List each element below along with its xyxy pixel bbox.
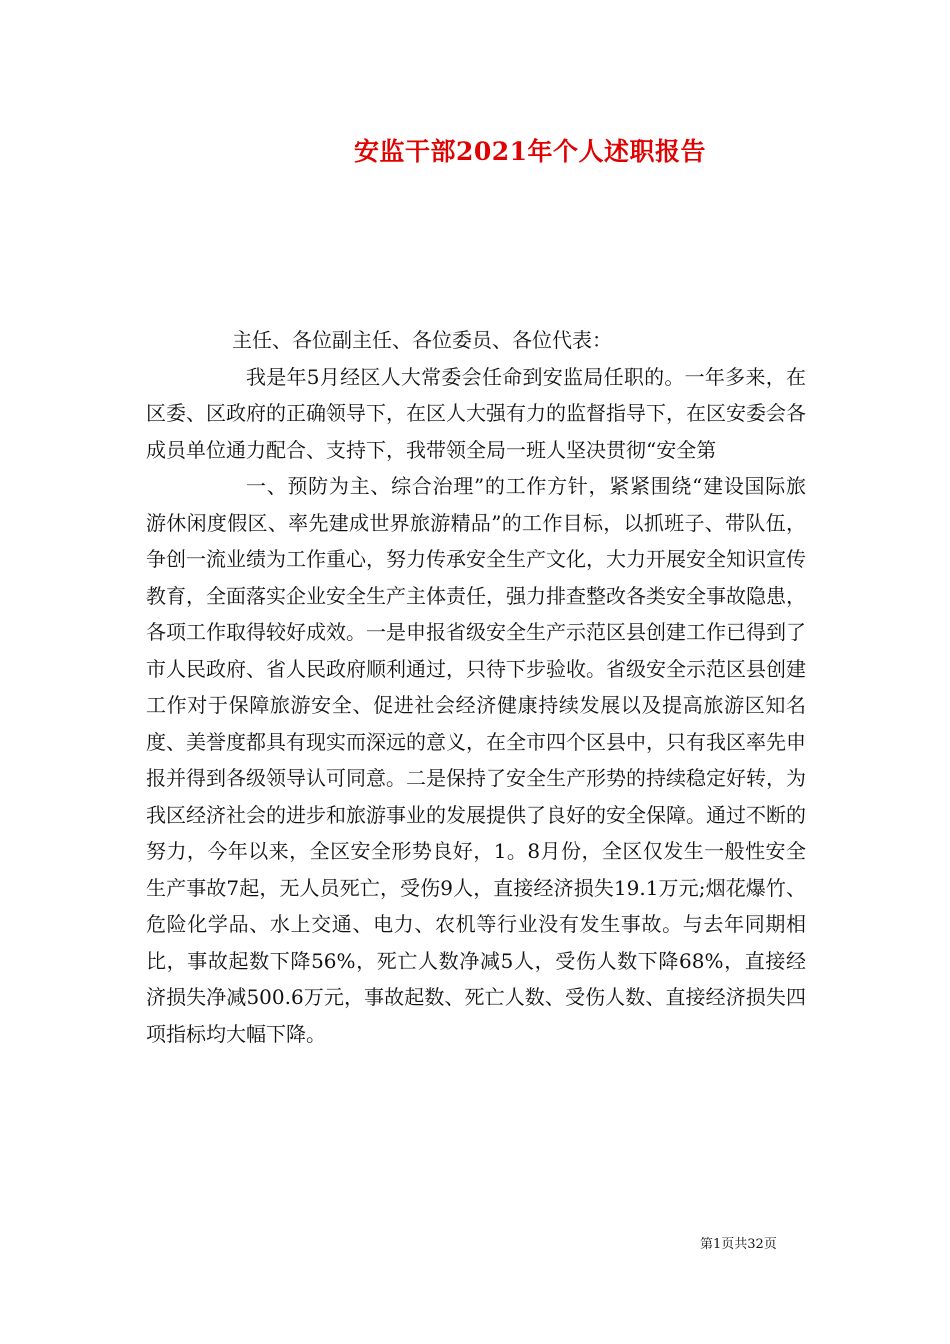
salutation: 主任、各位副主任、各位委员、各位代表： (232, 328, 612, 352)
paragraph-2: 一、预防为主、综合治理”的工作方针，紧紧围绕“建设国际旅游休闲度假区、率先建成世界旅游精品”的工作目标，以抓班子、带队伍，争创一流业绩为工作重心，努力传承安全生产文化，大力开展安全知识宣传教育，全面落实企业安全生产主体责任，强力排查整改各类安全事故隐患，各项工作取得较好成效。一是申报省级安全生产示范区县创建工作已得到了市人民政府、省人民政府顺利通过，只待下步验收。省级安全示范区县创建工作对于保障旅游安全、促进社会经济健康持续发展以及提高旅游区知名度、美誉度都具有现实而深远的意义，在全市四个区县中，只有我区率先申报并得到各级领导认可同意。二是保持了安全生产形势的持续稳定好转，为我区经济社会的进步和旅游事业的发展提供了良好的安全保障。通过不断的努力，今年以来，全区安全形势良好，1。8月份，全区仅发生一般性安全生产事故7起，无人员死亡，受伤9人，直接经济损失19.1万元;烟花爆竹、危险化学品、水上交通、电力、农机等行业没有发生事故。与去年同期相比，事故起数下降56%，死亡人数净减5人，受伤人数下降68%，直接经济损失净减500.6万元，事故起数、死亡人数、受伤人数、直接经济损失四项指标均大幅下降。 (146, 474, 806, 1046)
document-title: 安监干部2021年个人述职报告 (353, 137, 707, 166)
page-number-footer: 第1页共32页 (700, 1237, 777, 1252)
paragraph-1: 我是年5月经区人大常委会任命到安监局任职的。一年多来，在区委、区政府的正确领导下，在区人大强有力的监督指导下，在区安委会各成员单位通力配合、支持下，我带领全局一班人坚决贯彻“安全第 (146, 364, 806, 462)
document-body (146, 322, 806, 1052)
